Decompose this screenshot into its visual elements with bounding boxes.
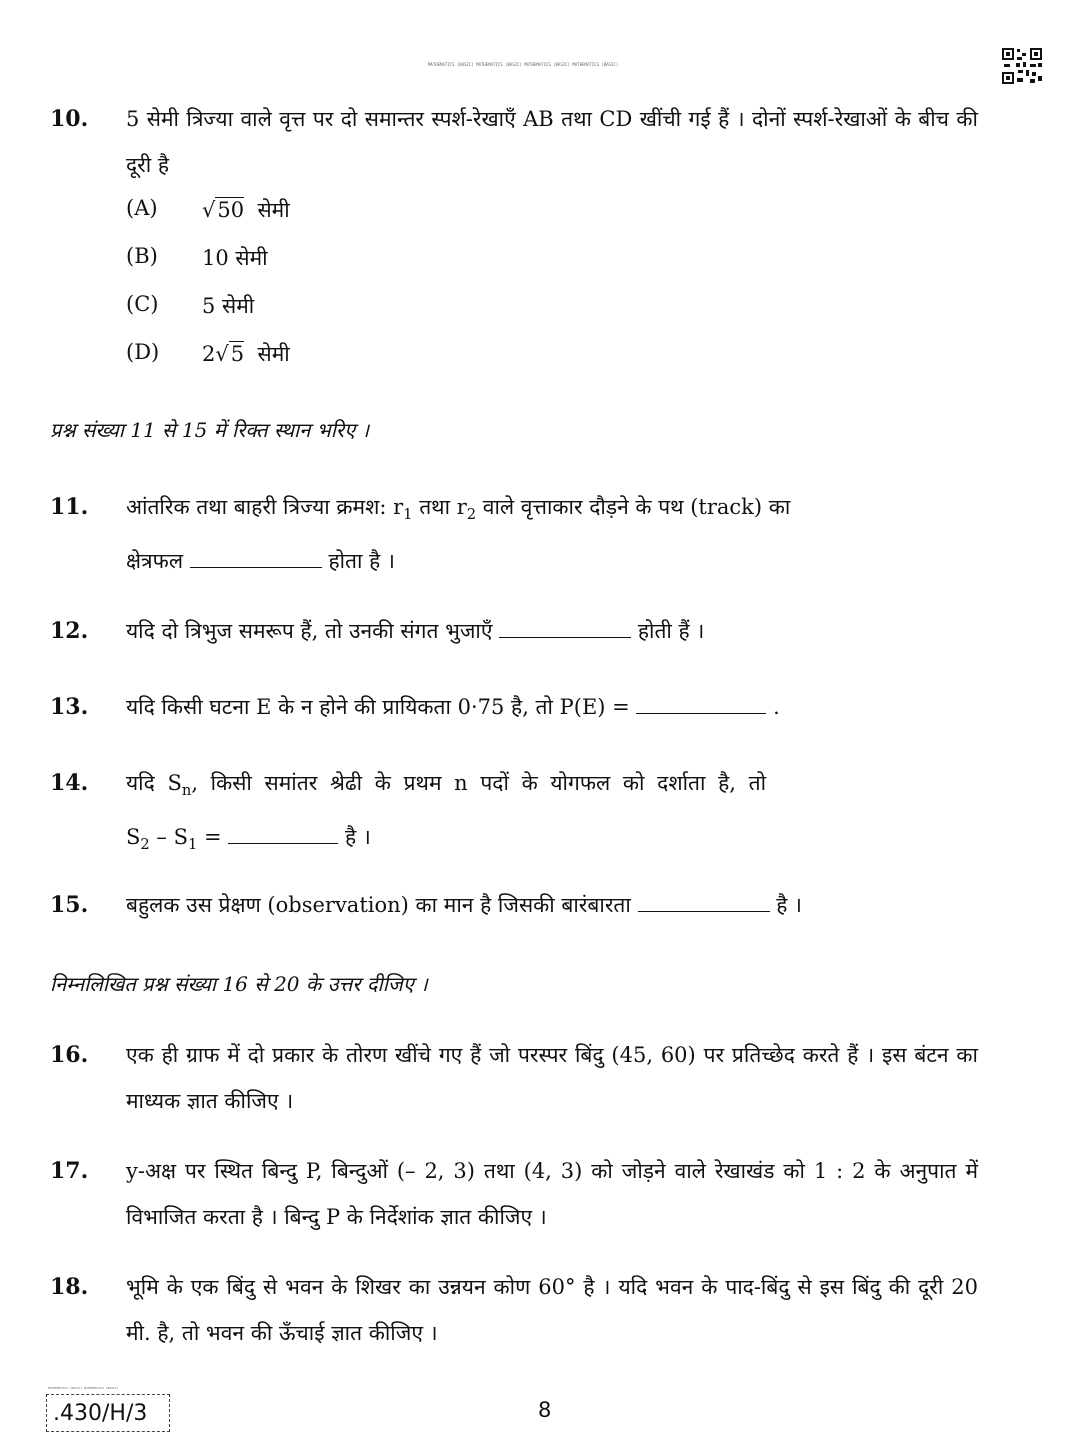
question-text: y-अक्ष पर स्थित बिन्दु P, बिन्दुओं (– 2, 3) तथा (4, 3) को जोड़ने वाले रेखाखंड को 1 : 2 के अनुपात में विभाजित करता है । बिन्दु P के निर्देशांक ज्ञात कीजिए । xyxy=(126,1159,978,1229)
section-instruction: प्रश्न संख्या 11 से 15 में रिक्त स्थान भरिए । xyxy=(50,418,370,442)
question-number: 16. xyxy=(50,1042,89,1068)
question-text: भूमि के एक बिंदु से भवन के शिखर का उन्नयन कोण 60° है । यदि भवन के पाद-बिंदु से इस बिंदु की दूरी 20 मी. है, तो भवन की ऊँचाई ज्ञात कीजिए । xyxy=(126,1275,978,1345)
question-number: 17. xyxy=(50,1158,89,1184)
question-text: 5 सेमी त्रिज्या वाले वृत्त पर दो समान्तर स्पर्श-रेखाएँ AB तथा CD खींची गई हैं । दोनों स्पर्श-रेखाओं के बीच की दूरी है xyxy=(126,107,978,177)
page-number: 8 xyxy=(538,1398,552,1422)
qr-code-icon xyxy=(1002,48,1042,84)
header-watermark: MATHEMATICS (BASIC) MATHEMATICS (BASIC) MATHEMATICS (BASIC) MATHEMATICS (BASIC) xyxy=(428,62,619,67)
option-value: 2√5 सेमी xyxy=(202,342,290,366)
answer-blank[interactable] xyxy=(190,566,322,568)
question-text: यदि दो त्रिभुज समरूप हैं, तो उनकी संगत भुजाएँ होती हैं । xyxy=(126,619,705,643)
question-number: 12. xyxy=(50,618,89,644)
option-label: (C) xyxy=(126,292,159,316)
question-text: बहुलक उस प्रेक्षण (observation) का मान है जिसकी बारंबारता है । xyxy=(126,893,802,917)
footer-watermark: MATHEMATICS (BASIC) MATHEMATICS (BASIC) xyxy=(48,1386,119,1390)
option-value: √50 सेमी xyxy=(202,198,290,222)
question-number: 11. xyxy=(50,494,89,520)
option-label: (A) xyxy=(126,196,158,220)
question-number: 18. xyxy=(50,1274,89,1300)
question-number: 15. xyxy=(50,892,89,918)
answer-blank[interactable] xyxy=(228,842,338,844)
paper-code: .430/H/3 xyxy=(46,1394,170,1432)
option-value: 5 सेमी xyxy=(202,294,255,318)
answer-blank[interactable] xyxy=(638,910,770,912)
answer-blank[interactable] xyxy=(499,636,631,638)
question-number: 14. xyxy=(50,770,89,796)
answer-blank[interactable] xyxy=(636,712,766,714)
question-text: यदि $S_n$, किसी समांतर श्रेढी के प्रथम n पदों के योगफल को दर्शाता है, तो $S_2 - S_1$ = है । xyxy=(126,771,767,854)
question-text: एक ही ग्राफ में दो प्रकार के तोरण खींचे गए हैं जो परस्पर बिंदु (45, 60) पर प्रतिच्छेद करते हैं । इस बंटन का माध्यक ज्ञात कीजिए । xyxy=(126,1043,978,1113)
option-label: (D) xyxy=(126,340,160,364)
question-text: यदि किसी घटना E के न होने की प्रायिकता 0·75 है, तो P(E) = . xyxy=(126,695,780,719)
option-value: 10 सेमी xyxy=(202,246,268,270)
question-number: 10. xyxy=(50,106,89,132)
option-label: (B) xyxy=(126,244,158,268)
question-text: आंतरिक तथा बाहरी त्रिज्या क्रमश: $r_1$ तथा $r_2$ वाले वृत्ताकार दौड़ने के पथ (track) का क्षेत्रफल होता है । xyxy=(126,495,791,574)
question-number: 13. xyxy=(50,694,89,720)
section-instruction: निम्नलिखित प्रश्न संख्या 16 से 20 के उत्तर दीजिए । xyxy=(50,972,428,996)
